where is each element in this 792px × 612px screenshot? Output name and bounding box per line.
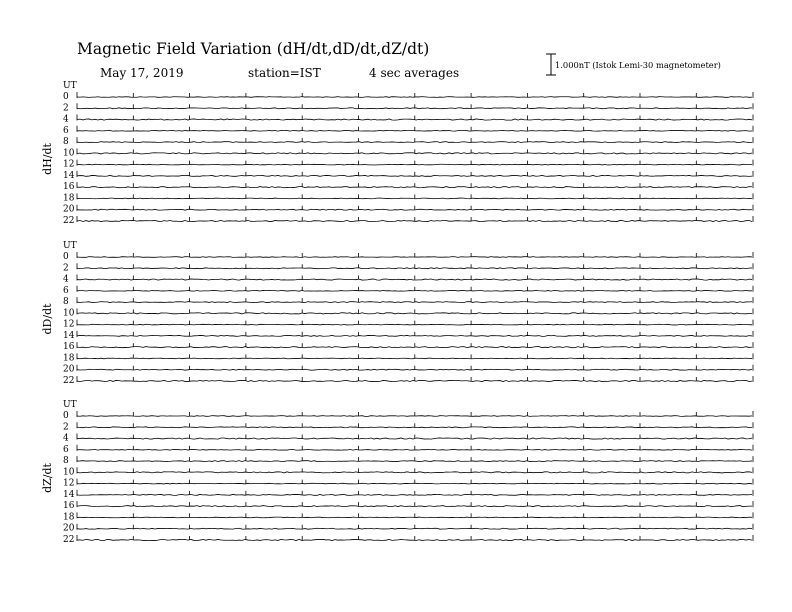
panel-dD xyxy=(41,241,753,386)
hour-label: 6 xyxy=(63,285,69,296)
hour-label: 6 xyxy=(63,125,69,136)
hour-label: 20 xyxy=(63,204,75,215)
panel-ut-label: UT xyxy=(63,241,77,251)
hour-label: 20 xyxy=(63,364,75,375)
hour-label: 2 xyxy=(63,263,69,274)
hour-label: 10 xyxy=(63,148,75,159)
hour-label: 4 xyxy=(63,274,69,285)
hour-label: 16 xyxy=(63,501,75,512)
hour-label: 18 xyxy=(63,193,75,204)
hour-label: 14 xyxy=(63,489,75,500)
chart-averaging: 4 sec averages xyxy=(369,66,460,80)
hour-label: 12 xyxy=(63,159,75,170)
hour-label: 8 xyxy=(63,456,69,467)
hour-label: 4 xyxy=(63,433,69,444)
chart-date: May 17, 2019 xyxy=(100,66,184,80)
hour-label: 12 xyxy=(63,319,75,330)
panel-ut-label: UT xyxy=(63,400,77,410)
hour-label: 22 xyxy=(63,534,75,545)
hour-label: 2 xyxy=(63,422,69,433)
scale-bar xyxy=(546,54,721,75)
hour-label: 8 xyxy=(63,297,69,308)
chart-title: Magnetic Field Variation (dH/dt,dD/dt,dZ/dt) xyxy=(77,40,430,58)
hour-label: 14 xyxy=(63,330,75,341)
panel-dZ xyxy=(41,400,753,545)
hour-label: 22 xyxy=(63,215,75,226)
hour-label: 0 xyxy=(63,92,69,102)
hour-label: 18 xyxy=(63,512,75,523)
hour-label: 16 xyxy=(63,342,75,353)
hour-label: 10 xyxy=(63,308,75,319)
hour-label: 4 xyxy=(63,114,69,125)
hour-label: 10 xyxy=(63,467,75,478)
hour-label: 18 xyxy=(63,353,75,364)
panel-ut-label: UT xyxy=(63,81,77,91)
hour-label: 6 xyxy=(63,444,69,455)
hour-label: 8 xyxy=(63,137,69,148)
hour-label: 2 xyxy=(63,103,69,114)
chart-panels xyxy=(41,81,753,545)
scale-bar-label: 1.000nT (Istok Lemi-30 magnetometer) xyxy=(555,60,721,70)
hour-label: 0 xyxy=(63,411,69,421)
chart-station: station=IST xyxy=(248,66,321,80)
hour-label: 16 xyxy=(63,182,75,193)
hour-label: 14 xyxy=(63,170,75,181)
chart-header xyxy=(77,40,459,80)
panel-ylabel: dH/dt xyxy=(41,143,54,175)
hour-label: 20 xyxy=(63,523,75,534)
panel-ylabel: dD/dt xyxy=(41,303,54,335)
panel-ylabel: dZ/dt xyxy=(41,463,54,493)
panel-dH xyxy=(41,81,753,226)
hour-label: 22 xyxy=(63,375,75,386)
hour-label: 0 xyxy=(63,252,69,262)
hour-label: 12 xyxy=(63,478,75,489)
